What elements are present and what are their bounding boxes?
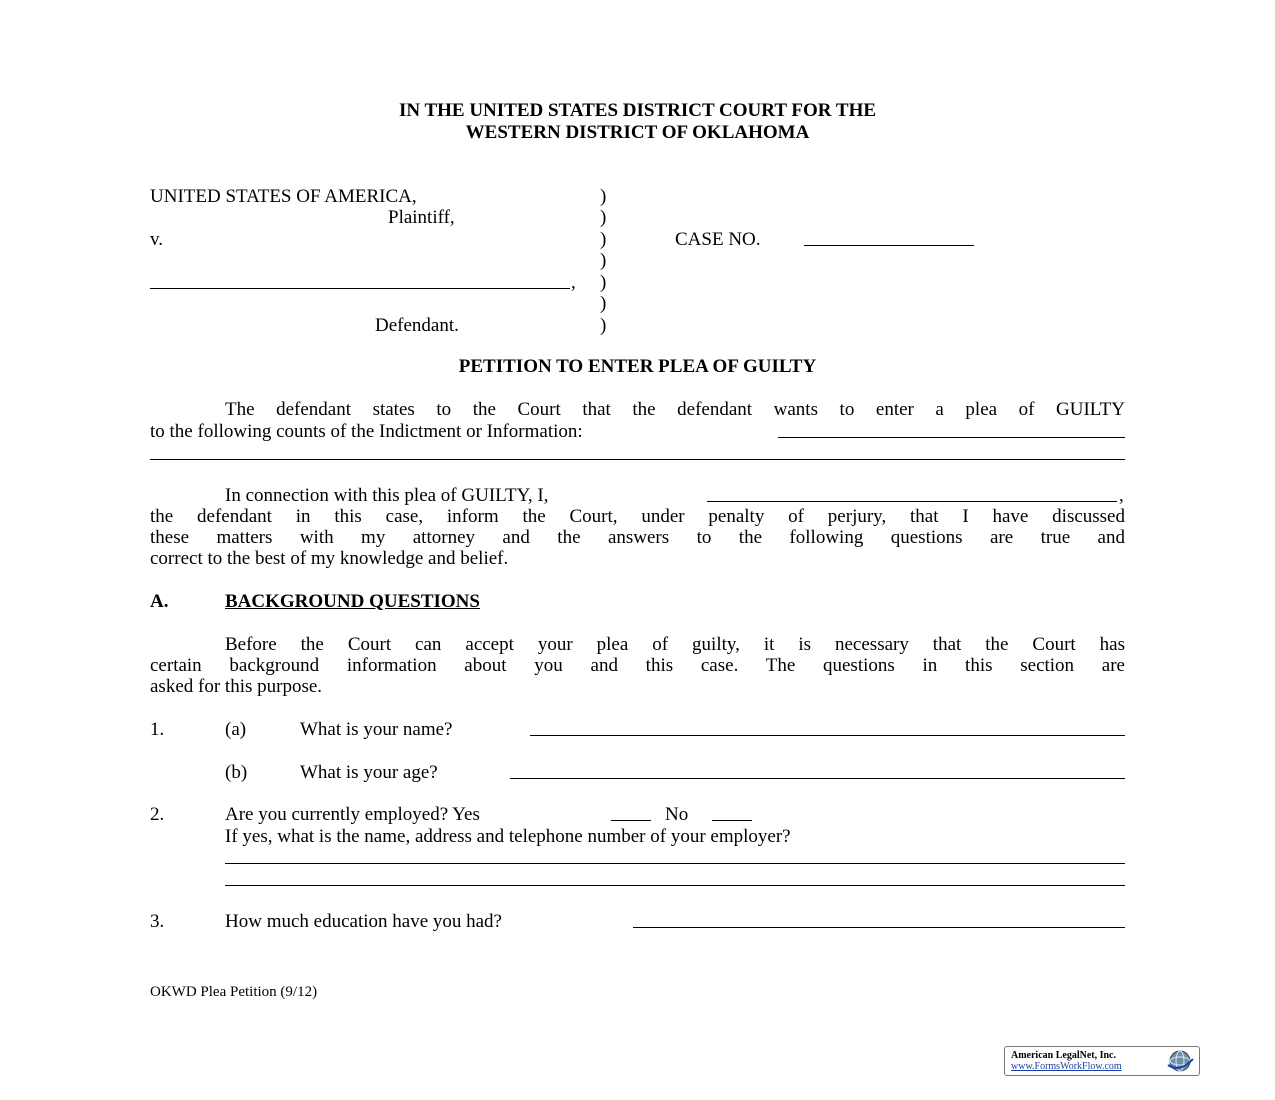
- connection-line3: these matters with my attorney and the answers to the following questions are true and: [150, 527, 1125, 548]
- caption-paren: ): [600, 207, 607, 228]
- section-a-label: A.: [150, 591, 169, 612]
- badge-url[interactable]: www.FormsWorkFlow.com: [1011, 1061, 1122, 1072]
- publisher-badge[interactable]: [1004, 1046, 1200, 1076]
- question-1b-text: What is your age?: [300, 762, 438, 783]
- defendant-comma: ,: [571, 272, 576, 293]
- question-3-text: How much education have you had?: [225, 911, 502, 932]
- employed-no-field[interactable]: [712, 820, 752, 821]
- defendant-role: Defendant.: [375, 315, 459, 336]
- connection-line2: the defendant in this case, inform the Court, under penalty of perjury, that I have discussed: [150, 506, 1125, 527]
- plaintiff-name: UNITED STATES OF AMERICA,: [150, 186, 417, 207]
- question-3-number: 3.: [150, 911, 165, 932]
- section-a-para-line1: Before the Court can accept your plea of guilty, it is necessary that the Court has: [225, 634, 1125, 655]
- court-heading-line1: IN THE UNITED STATES DISTRICT COURT FOR THE: [398, 100, 877, 121]
- connection-line1: In connection with this plea of GUILTY, I,: [225, 485, 549, 506]
- employer-info-field-2[interactable]: [225, 885, 1125, 886]
- education-field[interactable]: [633, 927, 1125, 928]
- age-field[interactable]: [510, 778, 1125, 779]
- badge-company: American LegalNet, Inc.: [1011, 1050, 1116, 1061]
- connection-comma: ,: [1119, 485, 1124, 506]
- court-heading-line2: WESTERN DISTRICT OF OKLAHOMA: [465, 122, 810, 143]
- question-1-number: 1.: [150, 719, 165, 740]
- petition-title: PETITION TO ENTER PLEA OF GUILTY: [458, 356, 817, 377]
- employed-yes-field[interactable]: [611, 820, 651, 821]
- section-a-para-line3: asked for this purpose.: [150, 676, 323, 697]
- employer-info-field-1[interactable]: [225, 863, 1125, 864]
- form-identifier: OKWD Plea Petition (9/12): [150, 984, 318, 1000]
- question-1b-letter: (b): [225, 762, 248, 783]
- caption-paren: ): [600, 186, 607, 207]
- caption-paren: ): [600, 229, 607, 250]
- intro-line2: to the following counts of the Indictment or Information:: [150, 421, 583, 442]
- question-2-text: Are you currently employed? Yes: [225, 804, 480, 825]
- defendant-name-line[interactable]: [150, 288, 570, 289]
- name-field[interactable]: [530, 735, 1125, 736]
- question-1a-text: What is your name?: [300, 719, 453, 740]
- case-no-label: CASE NO.: [675, 229, 761, 250]
- case-no-field[interactable]: [804, 245, 974, 246]
- defendant-signature-name-field[interactable]: [707, 501, 1117, 502]
- counts-field[interactable]: [778, 437, 1125, 438]
- intro-line1: The defendant states to the Court that the defendant wants to enter a plea of GUILTY: [225, 399, 1125, 420]
- section-a-heading: BACKGROUND QUESTIONS: [225, 591, 480, 612]
- caption-paren: ): [600, 315, 607, 336]
- caption-paren: ): [600, 293, 607, 314]
- counts-field-continued[interactable]: [150, 459, 1125, 460]
- plaintiff-role: Plaintiff,: [388, 207, 455, 228]
- question-2-followup: If yes, what is the name, address and telephone number of your employer?: [225, 826, 791, 847]
- caption-paren: ): [600, 250, 607, 271]
- caption-paren: ): [600, 272, 607, 293]
- question-2-no-label: No: [665, 804, 689, 825]
- connection-line4: correct to the best of my knowledge and belief.: [150, 548, 509, 569]
- question-1a-letter: (a): [225, 719, 247, 740]
- section-a-para-line2: certain background information about you and this case. The questions in this section are: [150, 655, 1125, 676]
- globe-logo-icon: [1165, 1049, 1195, 1073]
- versus-label: v.: [150, 229, 164, 250]
- question-2-number: 2.: [150, 804, 165, 825]
